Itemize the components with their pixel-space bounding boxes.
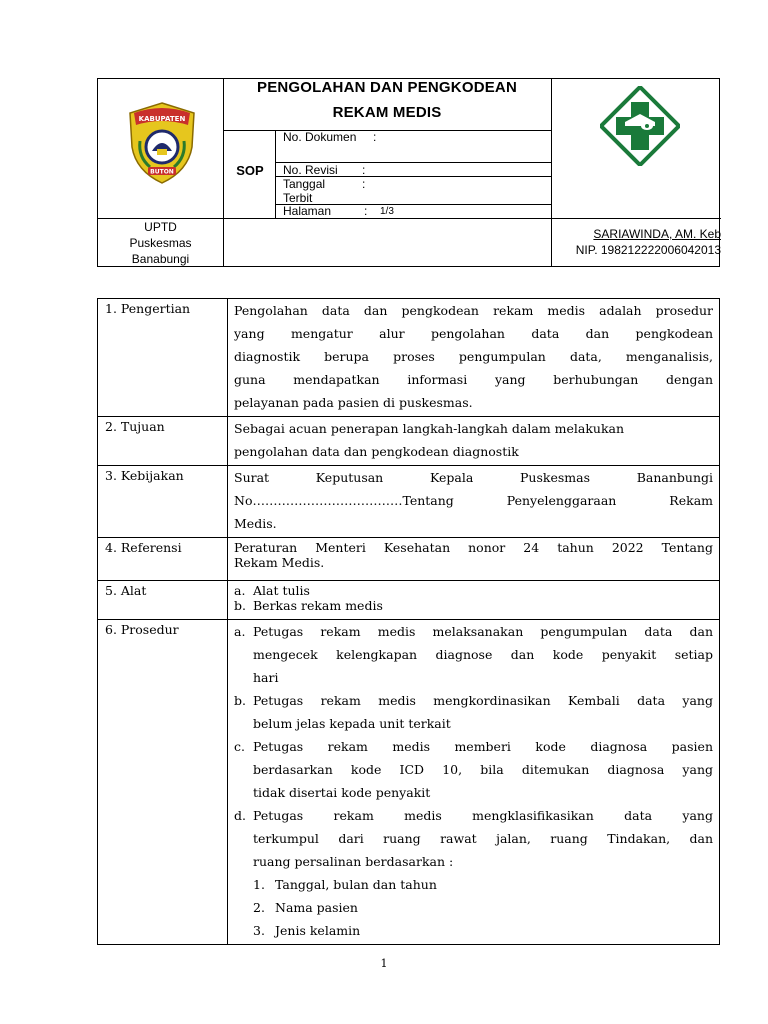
document-title-line1: PENGOLAHAN DAN PENGKODEAN xyxy=(256,79,517,96)
no-revisi-label: No. Revisi xyxy=(283,163,338,177)
halaman-label: Halaman xyxy=(283,204,332,218)
text-line: terkumpul dari ruang rawat jalan, ruang Tindakan, dan xyxy=(253,831,713,846)
alat-list xyxy=(228,581,720,620)
text-line: Peraturan Menteri Kesehatan nonor 24 tahun 2022 Tentang xyxy=(234,540,713,555)
text-line: Surat Keputusan Kepala Puskesmas Bananbungi xyxy=(234,470,713,485)
text-line: pengolahan data dan pengkodean diagnostik xyxy=(234,444,519,459)
text-line: mengecek kelengkapan diagnose dan kode penyakit setiap xyxy=(253,647,713,662)
table-row xyxy=(98,620,720,945)
text-line: hari xyxy=(253,670,279,685)
puskesmas-logo xyxy=(600,86,680,166)
tujuan-text xyxy=(228,417,720,466)
table-row xyxy=(98,299,720,417)
signer-name: SARIAWINDA, AM. Keb xyxy=(593,227,721,241)
list-item xyxy=(234,598,713,613)
list-marker: c. xyxy=(234,739,245,754)
row-label: 6. Prosedur xyxy=(98,620,228,945)
sub-list-item xyxy=(234,896,713,919)
halaman-value: 1/3 xyxy=(380,206,394,217)
list-marker: 2. xyxy=(253,900,265,915)
signature-block xyxy=(550,226,721,258)
text-line: pelayanan pada pasien di puskesmas. xyxy=(234,395,473,410)
text-line: ruang persalinan berdasarkan : xyxy=(253,854,454,869)
text-line: Pengolahan data dan pengkodean rekam medis adalah prosedur xyxy=(234,303,713,318)
halaman-sep: : xyxy=(364,204,368,218)
list-marker: 3. xyxy=(253,923,265,938)
text-line: guna mendapatkan informasi yang berhubungan dengan xyxy=(234,372,713,387)
text-line: Medis. xyxy=(234,516,277,531)
list-marker: b. xyxy=(234,693,246,708)
list-text: Nama pasien xyxy=(275,900,358,915)
list-text: Jenis kelamin xyxy=(275,923,361,938)
org-line1: UPTD xyxy=(144,220,177,234)
text-line: Rekam Medis. xyxy=(234,555,325,570)
text-line: tidak disertai kode penyakit xyxy=(253,785,431,800)
text-line: Petugas rekam medis melaksanakan pengumpulan data dan xyxy=(253,624,713,639)
document-title-line2: REKAM MEDIS xyxy=(332,104,442,121)
row-label: 5. Alat xyxy=(98,581,228,620)
prosedur-list xyxy=(228,620,720,945)
row-label: 1. Pengertian xyxy=(98,299,228,417)
terbit-label: Terbit xyxy=(283,191,313,205)
tanggal-label: Tanggal xyxy=(283,177,326,191)
row-label: 3. Kebijakan xyxy=(98,466,228,538)
svg-text:KABUPATEN: KABUPATEN xyxy=(138,115,186,123)
sop-header-table xyxy=(97,78,720,267)
text-line: Petugas rekam medis mengklasifikasikan data yang xyxy=(253,808,713,823)
no-revisi-sep: : xyxy=(362,163,366,177)
text-line: Sebagai acuan penerapan langkah-langkah dalam melakukan xyxy=(234,421,625,436)
list-item xyxy=(234,689,713,735)
pengertian-text xyxy=(228,299,720,417)
text-line: Petugas rekam medis mengkordinasikan Kembali data yang xyxy=(253,693,713,708)
signer-nip: NIP. 198212222006042013 xyxy=(575,243,721,257)
list-item xyxy=(234,620,713,689)
list-item xyxy=(234,804,713,873)
no-dokumen-label: No. Dokumen xyxy=(283,130,357,144)
no-dokumen-sep: : xyxy=(373,130,377,144)
text-line: Petugas rekam medis memberi kode diagnosa pasien xyxy=(253,739,713,754)
text-line: berdasarkan kode ICD 10, bila ditemukan diagnosa yang xyxy=(253,762,713,777)
list-text xyxy=(253,735,713,804)
list-marker: b. xyxy=(234,598,246,613)
list-text: Tanggal, bulan dan tahun xyxy=(275,877,437,892)
table-row xyxy=(98,417,720,466)
sub-list-item xyxy=(234,873,713,896)
list-marker: 1. xyxy=(253,877,265,892)
text-line: belum jelas kepada unit terkait xyxy=(253,716,451,731)
text-line: yang mengatur alur pengolahan data dan pengkodean xyxy=(234,326,713,341)
tanggal-sep: : xyxy=(362,177,366,191)
organization-name xyxy=(98,219,223,267)
kabupaten-buton-logo xyxy=(126,101,198,185)
referensi-text xyxy=(228,538,720,581)
text-line: diagnostik berupa proses pengumpulan data, menganalisis, xyxy=(234,349,713,364)
list-text: Berkas rekam medis xyxy=(253,598,383,613)
list-marker: a. xyxy=(234,624,246,639)
list-text xyxy=(253,804,713,873)
kebijakan-text xyxy=(228,466,720,538)
list-text xyxy=(253,620,713,689)
divider xyxy=(223,130,551,131)
page-number: 1 xyxy=(380,957,388,970)
list-marker: a. xyxy=(234,583,246,598)
table-row xyxy=(98,538,720,581)
row-label: 2. Tujuan xyxy=(98,417,228,466)
table-row xyxy=(98,466,720,538)
text-line: No………………………………Tentang Penyelenggaraan Rekam xyxy=(234,493,713,508)
table-row xyxy=(98,581,720,620)
list-marker: d. xyxy=(234,808,246,823)
row-label: 4. Referensi xyxy=(98,538,228,581)
org-line2: Puskesmas xyxy=(129,236,192,250)
sub-list-item xyxy=(234,919,713,942)
sop-content-table xyxy=(97,298,720,945)
svg-text:BUTON: BUTON xyxy=(150,168,174,176)
sop-label: SOP xyxy=(236,163,264,178)
list-text xyxy=(253,689,713,735)
list-text: Alat tulis xyxy=(253,583,310,598)
list-item xyxy=(234,735,713,804)
org-line3: Banabungi xyxy=(131,252,190,266)
list-item xyxy=(234,583,713,598)
